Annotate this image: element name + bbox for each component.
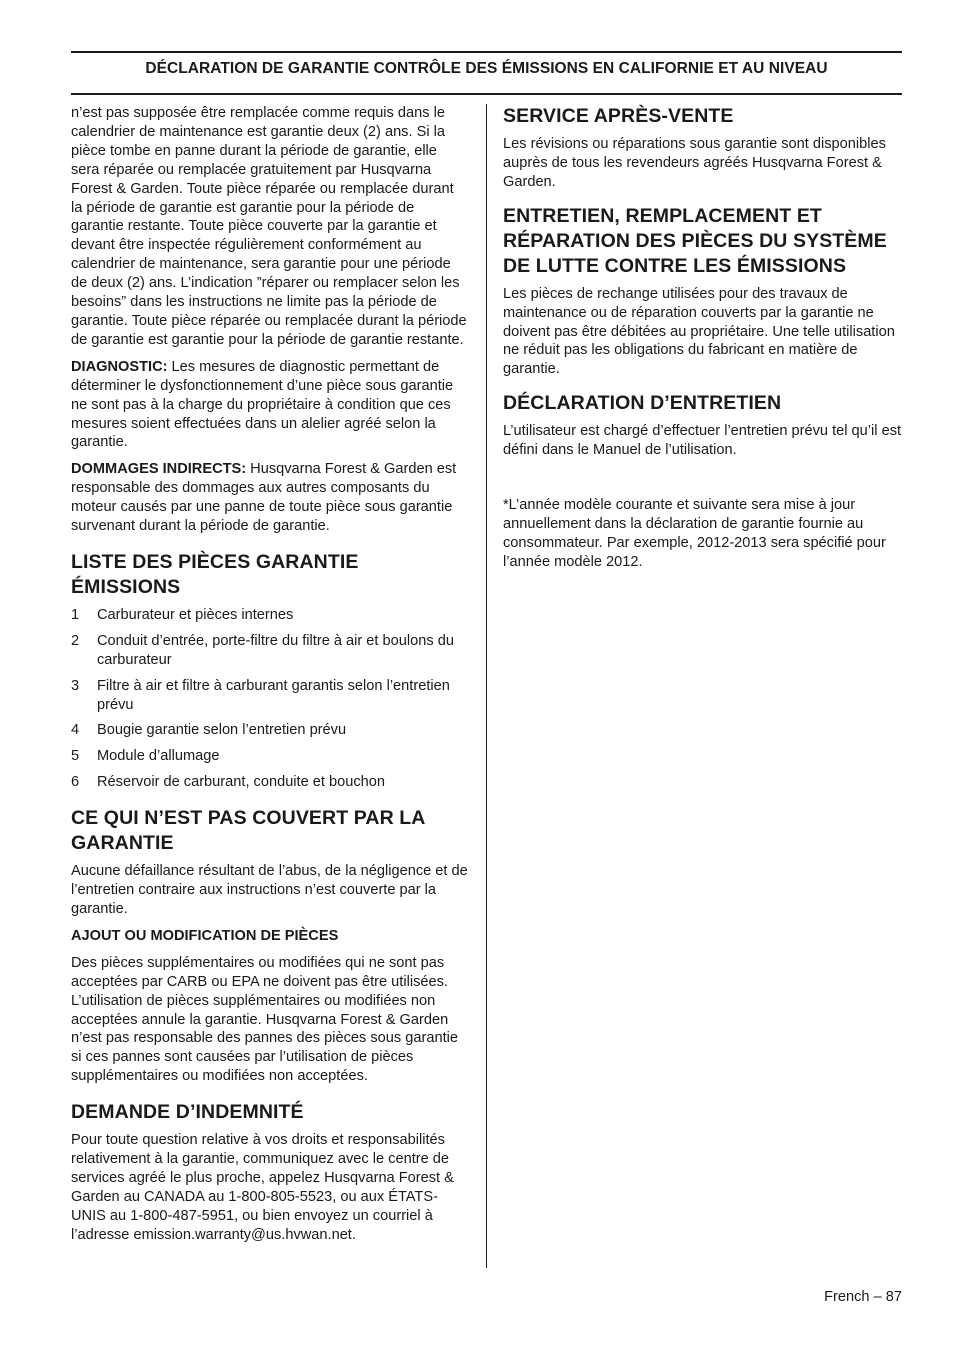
right-column: [503, 104, 903, 580]
diagnostic-text: Les mesures de diagnostic permettant de déterminer le dysfonctionnement d’une pièce sous garantie ne sont pas à la charge du propriétaire à condition que ces mesures soient effectuées dans un alelier agréé selon la garantie.: [71, 358, 454, 451]
header-rule-bottom: [71, 93, 902, 95]
page-number: French – 87: [824, 1289, 902, 1305]
list-item: [71, 677, 469, 715]
modification-paragraph: Des pièces supplémentaires ou modifiées qui ne sont pas acceptées par CARB ou EPA ne doivent pas être utilisées. L’utilisation de pièces supplémentaires ou modifiées non acceptées annule la garantie. Husqvarna Forest & Garden n’est pas responsable des pannes des pièces sous garantie si ces pannes sont causées par l’utilisation de pièces supplémentaires ou modifiées non acceptées.: [71, 954, 458, 1085]
list-item-number: 4: [71, 722, 80, 739]
list-item: [71, 747, 469, 766]
service-paragraph: Les révisions ou réparations sous garantie sont disponibles auprès de tous les revendeurs agréés Husqvarna Forest & Garden.: [503, 136, 886, 190]
diagnostic-paragraph: [71, 358, 469, 453]
maintenance-paragraph: Les pièces de rechange utilisées pour des travaux de maintenance ou de réparation couverts par la garantie ne doivent pas être débitées au propriétaire. Une telle utilisation ne réduit pas les obligations du fabricant en matière de garantie.: [503, 285, 895, 378]
list-item-number: 5: [71, 748, 80, 765]
column-divider: [486, 104, 487, 1268]
header-rule-top: [71, 51, 902, 53]
left-column: [71, 104, 469, 1253]
list-item-text: Réservoir de carburant, conduite et bouchon: [97, 774, 385, 791]
list-item-text: Bougie garantie selon l’entretien prévu: [97, 722, 347, 739]
list-item-text: Conduit d’entrée, porte-filtre du filtre à air et boulons du carburateur: [97, 632, 454, 668]
parts-list: [71, 606, 469, 792]
declaration-paragraph: L’utilisateur est chargé d’effectuer l’entretien prévu tel qu’il est défini dans le Manuel de l’utilisation.: [503, 423, 902, 459]
list-item-number: 1: [71, 606, 80, 623]
list-item: [71, 721, 469, 740]
list-item: [71, 632, 469, 670]
claim-paragraph: Pour toute question relative à vos droits et responsabilités relativement à la garantie, communiquez avec le centre de services agréé le plus proche, appelez Husqvarna Forest & Garden au CANADA au 1-800-805-5523, ou aux ÉTATS-UNIS au 1-800-487-5951, ou bien envoyez un courriel à l’adresse emission.warranty@us.hvwan.net.: [71, 1132, 454, 1243]
parts-list-heading: LISTE DES PIÈCES GARANTIE ÉMISSIONS: [71, 550, 359, 598]
intro-paragraph: n’est pas supposée être remplacée comme requis dans le calendrier de maintenance est garantie deux (2) ans. Si la pièce tombe en panne durant la période de garantie, elle sera réparée ou remplacée gratuitement par Husqvarna Forest & Garden. Toute pièce réparée ou remplacée durant la période de garantie est garantie pour la période de garantie restante. Toute pièce couverte par la garantie et devant être inspectée régulièrement conformément au calendrier de maintenance, sera garantie pour une période de deux (2) ans. L’indication ”réparer ou remplacer selon les besoins” dans les instructions ne limite pas la période de garantie. Toute pièce réparée ou remplacée durant la période de garantie est garantie pour la période de garantie restante.: [71, 105, 467, 348]
indirect-damages-paragraph: [71, 460, 469, 536]
maintenance-heading: ENTRETIEN, REMPLACEMENT ET RÉPARATION DES PIÈCES DU SYSTÈME DE LUTTE CONTRE LES ÉMISSIONS: [503, 204, 887, 277]
list-item-text: Carburateur et pièces internes: [97, 606, 294, 623]
page-title: DÉCLARATION DE GARANTIE CONTRÔLE DES ÉMISSIONS EN CALIFORNIE ET AU NIVEAU: [145, 60, 828, 77]
indirect-damages-term: DOMMAGES INDIRECTS:: [71, 461, 247, 478]
modification-subheading: AJOUT OU MODIFICATION DE PIÈCES: [71, 927, 339, 944]
indirect-damages-text: Husqvarna Forest & Garden est responsable des dommages aux autres composants du moteur causés par une panne de toute pièce sous garantie survenant durant la période de garantie.: [71, 461, 457, 535]
not-covered-heading: CE QUI N’EST PAS COUVERT PAR LA GARANTIE: [71, 807, 425, 855]
spacer: [503, 468, 903, 496]
declaration-heading: DÉCLARATION D’ENTRETIEN: [503, 392, 782, 415]
list-item-text: Filtre à air et filtre à carburant garantis selon l’entretien prévu: [97, 677, 450, 713]
diagnostic-term: DIAGNOSTIC:: [71, 358, 168, 375]
service-heading: SERVICE APRÈS-VENTE: [503, 105, 734, 127]
list-item-text: Module d’allumage: [97, 748, 220, 765]
list-item-number: 6: [71, 774, 80, 791]
list-item-number: 3: [71, 677, 80, 694]
list-item: [71, 606, 469, 625]
list-item-number: 2: [71, 632, 80, 649]
not-covered-paragraph: Aucune défaillance résultant de l’abus, de la négligence et de l’entretien contraire aux instructions n’est couverte par la garantie.: [71, 863, 468, 917]
list-item: [71, 773, 469, 792]
claim-heading: DEMANDE D’INDEMNITÉ: [71, 1101, 304, 1124]
footnote-paragraph: *L’année modèle courante et suivante sera mise à jour annuellement dans la déclaration de garantie fournie au consommateur. Par exemple, 2012-2013 sera spécifié pour l’année modèle 2012.: [503, 497, 886, 570]
